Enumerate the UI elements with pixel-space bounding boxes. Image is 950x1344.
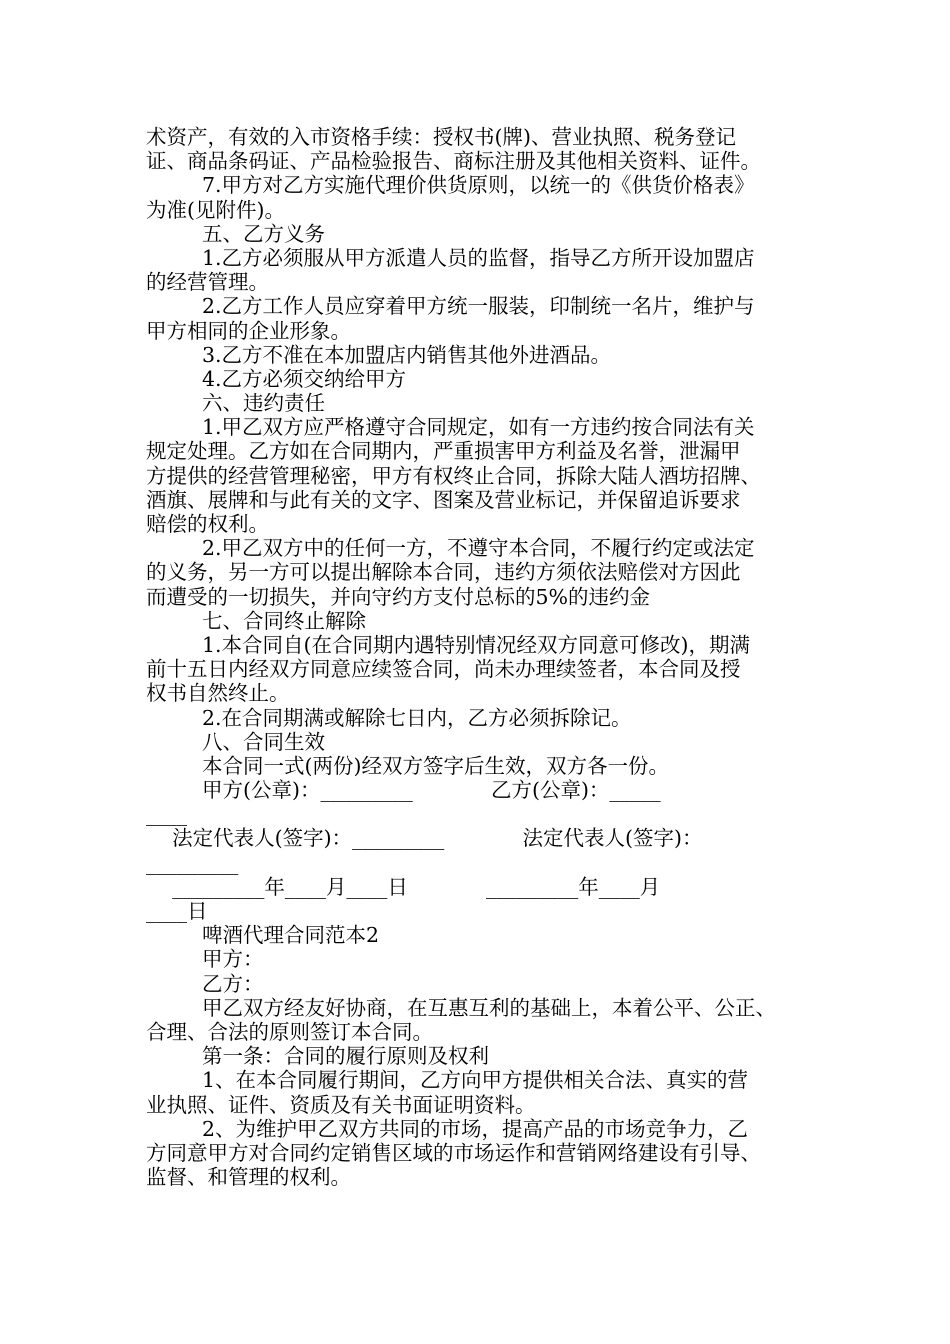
document-line: _________年____月____日 _________年____月 — [146, 874, 661, 899]
document-line: 甲乙双方经友好协商，在互惠互利的基础上，本着公平、公正、 — [202, 995, 776, 1020]
document-line: 而遭受的一切损失，并向守约方支付总标的5%的违约金 — [146, 584, 651, 609]
document-line: 法定代表人(签字)：_________ 法定代表人(签字)： — [146, 826, 703, 851]
document-line: 七、合同终止解除 — [202, 608, 366, 633]
document-line: 甲方： — [202, 947, 264, 972]
document-line: 4.乙方必须交纳给甲方 — [202, 366, 407, 391]
document-line: 乙方： — [202, 971, 264, 996]
document-line: 酒旗、展牌和与此有关的文字、图案及营业标记，并保留追诉要求 — [146, 487, 741, 512]
document-line: 1.本合同自(在合同期内遇特别情况经双方同意可修改)，期满 — [202, 632, 751, 657]
document-line: 为准(见附件)。 — [146, 197, 285, 222]
document-line: 赔偿的权利。 — [146, 512, 269, 536]
document-line: 监督、和管理的权利。 — [146, 1165, 351, 1190]
document-line: 八、合同生效 — [202, 729, 325, 754]
document-body — [146, 125, 814, 1189]
document-line: 方同意甲方对合同约定销售区域的市场运作和营销网络建设有引导、 — [146, 1140, 761, 1165]
document-line: 啤酒代理合同范本2 — [202, 923, 380, 948]
document-line: ____ — [146, 802, 187, 827]
document-line: _________ — [146, 850, 239, 875]
document-line: 3.乙方不准在本加盟店内销售其他外进酒品。 — [202, 342, 612, 367]
document-line: 2、为维护甲乙双方共同的市场，提高产品的市场竞争力，乙 — [202, 1116, 749, 1141]
document-line: 甲方相同的企业形象。 — [146, 318, 351, 343]
document-line: 前十五日内经双方同意应续签合同，尚未办理续签者，本合同及授 — [146, 657, 741, 682]
document-line: 规定处理。乙方如在合同期内，严重损害甲方利益及名誉，泄漏甲 — [146, 439, 741, 464]
document-line: 2.乙方工作人员应穿着甲方统一服装，印制统一名片，维护与 — [202, 294, 755, 319]
document-line: 1、在本合同履行期间，乙方向甲方提供相关合法、真实的营 — [202, 1068, 749, 1093]
document-line: ____日 — [146, 899, 208, 923]
document-line: 五、乙方义务 — [202, 221, 325, 246]
document-line: 六、违约责任 — [202, 391, 325, 416]
document-line: 本合同一式(两份)经双方签字后生效，双方各一份。 — [202, 753, 669, 778]
document-line: 7.甲方对乙方实施代理价供货原则，以统一的《供货价格表》 — [202, 173, 755, 198]
document-line: 的经营管理。 — [146, 270, 269, 295]
document-line: 的义务，另一方可以提出解除本合同，违约方须依法赔偿对方因此 — [146, 560, 741, 585]
document-line: 术资产，有效的入市资格手续：授权书(牌)、营业执照、税务登记 — [146, 125, 736, 149]
document-line: 2.在合同期满或解除七日内，乙方必须拆除记。 — [202, 705, 632, 730]
document-line: 甲方(公章)：_________ 乙方(公章)：_____ — [202, 778, 661, 803]
document-line: 1.甲乙双方应严格遵守合同规定，如有一方违约按合同法有关 — [202, 415, 755, 440]
document-line: 业执照、证件、资质及有关书面证明资料。 — [146, 1092, 536, 1117]
document-line: 1.乙方必须服从甲方派遣人员的监督，指导乙方所开设加盟店 — [202, 245, 755, 270]
document-line: 第一条：合同的履行原则及权利 — [202, 1044, 489, 1069]
document-line: 2.甲乙双方中的任何一方，不遵守本合同，不履行约定或法定 — [202, 536, 755, 561]
document-line: 方提供的经营管理秘密，甲方有权终止合同，拆除大陆人酒坊招牌、 — [146, 463, 761, 488]
document-line: 权书自然终止。 — [146, 681, 290, 706]
document-line: 合理、合法的原则签订本合同。 — [146, 1019, 433, 1044]
document-line: 证、商品条码证、产品检验报告、商标注册及其他相关资料、证件。 — [146, 149, 761, 174]
